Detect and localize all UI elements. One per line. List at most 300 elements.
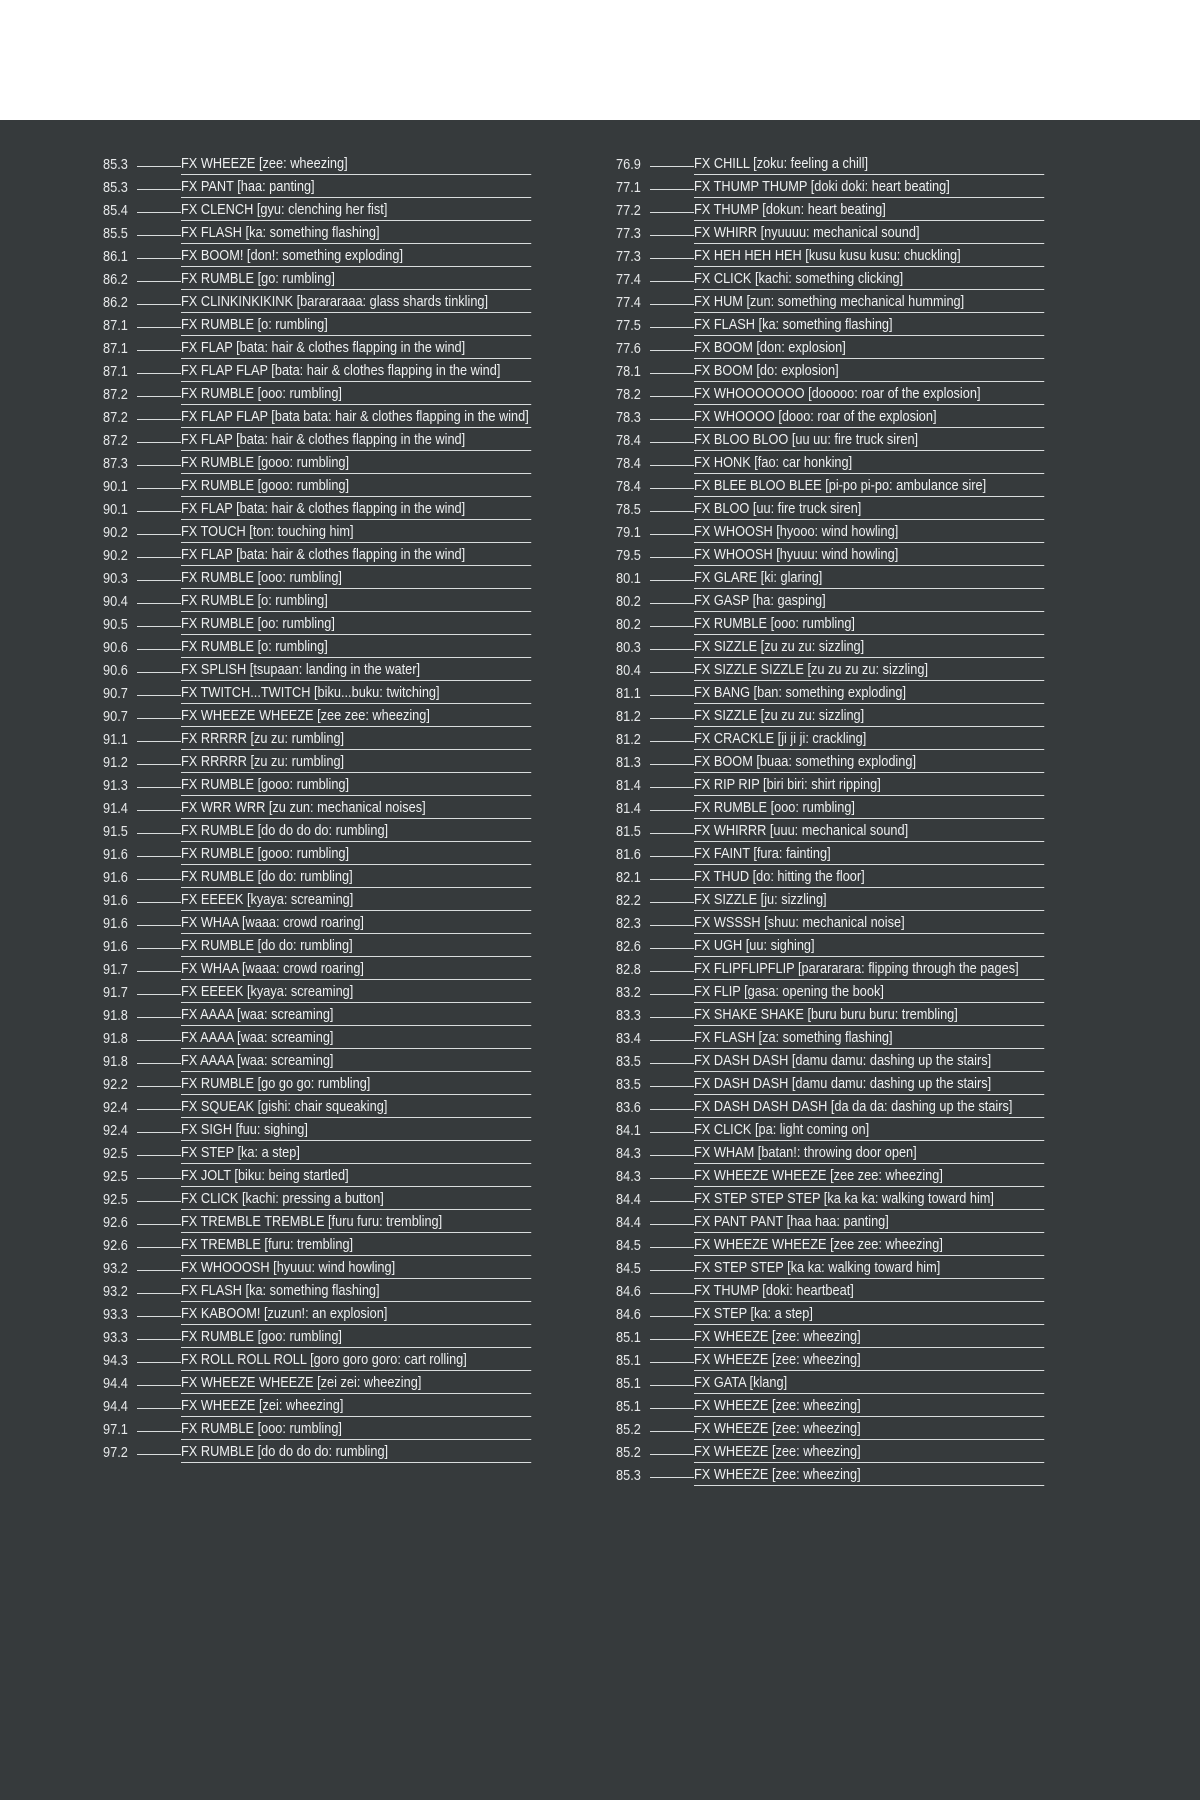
fx-entry (103, 453, 533, 476)
fx-entry (103, 936, 533, 959)
fx-description: FX HEH HEH HEH [kusu kusu kusu: chuckling] (694, 249, 1044, 267)
fx-entry (103, 246, 533, 269)
page-number: 84.3 (616, 1169, 641, 1185)
page-number: 93.2 (103, 1261, 128, 1277)
leader-line (650, 695, 694, 696)
leader-line (137, 1017, 181, 1018)
leader-line (137, 672, 181, 673)
leader-line (650, 1109, 694, 1110)
fx-entry (103, 591, 533, 614)
page-number: 83.3 (616, 1008, 641, 1024)
fx-description: FX RUMBLE [gooo: rumbling] (181, 456, 531, 474)
fx-description: FX TWITCH...TWITCH [biku...buku: twitching] (181, 686, 531, 704)
leader-line (650, 1017, 694, 1018)
page-number: 90.2 (103, 525, 128, 541)
page-number: 77.2 (616, 203, 641, 219)
page-number: 79.5 (616, 548, 641, 564)
fx-description: FX BOOM [don: explosion] (694, 341, 1044, 359)
page-number: 78.3 (616, 410, 641, 426)
leader-line (137, 948, 181, 949)
fx-entry (616, 154, 1046, 177)
page-number: 87.2 (103, 387, 128, 403)
leader-line (137, 718, 181, 719)
leader-line (137, 971, 181, 972)
fx-description: FX CLICK [kachi: something clicking] (694, 272, 1044, 290)
fx-description: FX CLINKINKIKINK [barararaaa: glass shards tinkling] (181, 295, 531, 313)
leader-line (650, 258, 694, 259)
fx-entry (103, 1235, 533, 1258)
leader-line (650, 511, 694, 512)
page-number: 91.8 (103, 1008, 128, 1024)
fx-description: FX PANT [haa: panting] (181, 180, 531, 198)
fx-entry (616, 1465, 1046, 1488)
leader-line (650, 810, 694, 811)
page-number: 81.3 (616, 755, 641, 771)
fx-entry (616, 1120, 1046, 1143)
fx-entry (616, 890, 1046, 913)
leader-line (650, 580, 694, 581)
leader-line (137, 350, 181, 351)
fx-description: FX WHEEZE [zee: wheezing] (694, 1445, 1044, 1463)
fx-description: FX SQUEAK [gishi: chair squeaking] (181, 1100, 531, 1118)
fx-entry (103, 338, 533, 361)
page-number: 90.4 (103, 594, 128, 610)
fx-entry (616, 1258, 1046, 1281)
page-number: 82.3 (616, 916, 641, 932)
fx-description: FX WHEEZE WHEEZE [zee zee: wheezing] (181, 709, 531, 727)
fx-entry (103, 1097, 533, 1120)
page-number: 93.3 (103, 1307, 128, 1323)
page-number: 85.3 (103, 157, 128, 173)
fx-entry (103, 177, 533, 200)
leader-line (137, 603, 181, 604)
fx-entry (616, 683, 1046, 706)
page-number: 80.4 (616, 663, 641, 679)
leader-line (137, 212, 181, 213)
fx-description: FX BANG [ban: something exploding] (694, 686, 1044, 704)
page-number: 85.1 (616, 1399, 641, 1415)
fx-entry (616, 453, 1046, 476)
fx-description: FX BOOM! [don!: something exploding] (181, 249, 531, 267)
fx-entry (103, 729, 533, 752)
fx-entry (616, 246, 1046, 269)
fx-description: FX WHEEZE [zee: wheezing] (694, 1468, 1044, 1486)
fx-entry (103, 959, 533, 982)
fx-description: FX FLASH [za: something flashing] (694, 1031, 1044, 1049)
leader-line (650, 304, 694, 305)
page-number: 84.1 (616, 1123, 641, 1139)
page-number: 90.1 (103, 479, 128, 495)
page-number: 84.6 (616, 1307, 641, 1323)
left-column (103, 154, 533, 1465)
fx-entry (103, 1281, 533, 1304)
leader-line (650, 166, 694, 167)
fx-description: FX WHEEZE [zee: wheezing] (694, 1330, 1044, 1348)
fx-description: FX RRRRR [zu zu: rumbling] (181, 755, 531, 773)
fx-entry (616, 1442, 1046, 1465)
leader-line (137, 1201, 181, 1202)
page-number: 85.5 (103, 226, 128, 242)
fx-entry (616, 292, 1046, 315)
page-number: 92.5 (103, 1146, 128, 1162)
fx-entry (616, 1281, 1046, 1304)
page-number: 91.8 (103, 1031, 128, 1047)
fx-description: FX FLASH [ka: something flashing] (694, 318, 1044, 336)
leader-line (650, 488, 694, 489)
fx-description: FX FLAP [bata: hair & clothes flapping in the wind] (181, 548, 531, 566)
fx-entry (616, 844, 1046, 867)
fx-description: FX RUMBLE [o: rumbling] (181, 640, 531, 658)
fx-description: FX RUMBLE [goo: rumbling] (181, 1330, 531, 1348)
page-number: 77.3 (616, 226, 641, 242)
fx-description: FX WHOOOO [dooo: roar of the explosion] (694, 410, 1044, 428)
page-number: 77.5 (616, 318, 641, 334)
fx-description: FX WHIRRR [uuu: mechanical sound] (694, 824, 1044, 842)
fx-description: FX SIZZLE SIZZLE [zu zu zu zu: sizzling] (694, 663, 1044, 681)
fx-description: FX FAINT [fura: fainting] (694, 847, 1044, 865)
leader-line (650, 1063, 694, 1064)
fx-description: FX THUMP THUMP [doki doki: heart beating] (694, 180, 1044, 198)
page-number: 81.1 (616, 686, 641, 702)
leader-line (137, 557, 181, 558)
page-number: 87.1 (103, 318, 128, 334)
fx-description: FX FLASH [ka: something flashing] (181, 1284, 531, 1302)
fx-description: FX SHAKE SHAKE [buru buru buru: trembling] (694, 1008, 1044, 1026)
fx-entry (616, 1051, 1046, 1074)
leader-line (137, 810, 181, 811)
fx-description: FX FLAP [bata: hair & clothes flapping in the wind] (181, 341, 531, 359)
fx-entry (103, 798, 533, 821)
fx-entry (616, 913, 1046, 936)
page-number: 91.6 (103, 847, 128, 863)
page-number: 76.9 (616, 157, 641, 173)
page-number: 94.4 (103, 1399, 128, 1415)
fx-entry (103, 476, 533, 499)
leader-line (650, 419, 694, 420)
page-number: 85.1 (616, 1376, 641, 1392)
leader-line (650, 672, 694, 673)
fx-entry (103, 1258, 533, 1281)
fx-entry (103, 545, 533, 568)
page-number: 77.4 (616, 272, 641, 288)
fx-description: FX RUMBLE [gooo: rumbling] (181, 479, 531, 497)
page-number: 83.5 (616, 1054, 641, 1070)
page-number: 92.6 (103, 1238, 128, 1254)
fx-entry (103, 1028, 533, 1051)
leader-line (650, 373, 694, 374)
fx-description: FX HONK [fao: car honking] (694, 456, 1044, 474)
fx-entry (103, 1120, 533, 1143)
leader-line (650, 626, 694, 627)
leader-line (650, 534, 694, 535)
sound-effects-page (0, 120, 1200, 1800)
leader-line (650, 1178, 694, 1179)
leader-line (137, 189, 181, 190)
fx-entry (616, 177, 1046, 200)
page-number: 80.3 (616, 640, 641, 656)
page-number: 93.3 (103, 1330, 128, 1346)
fx-description: FX HUM [zun: something mechanical humming] (694, 295, 1044, 313)
leader-line (137, 304, 181, 305)
page-number: 86.2 (103, 295, 128, 311)
leader-line (650, 1201, 694, 1202)
page-number: 91.7 (103, 985, 128, 1001)
leader-line (650, 1086, 694, 1087)
leader-line (137, 1270, 181, 1271)
fx-description: FX CLICK [pa: light coming on] (694, 1123, 1044, 1141)
fx-entry (616, 1028, 1046, 1051)
page-number: 77.4 (616, 295, 641, 311)
fx-entry (616, 200, 1046, 223)
leader-line (650, 948, 694, 949)
fx-entry (103, 522, 533, 545)
page-number: 92.2 (103, 1077, 128, 1093)
leader-line (137, 465, 181, 466)
leader-line (137, 741, 181, 742)
fx-entry (616, 1327, 1046, 1350)
fx-description: FX RUMBLE [do do do do: rumbling] (181, 824, 531, 842)
leader-line (650, 1270, 694, 1271)
leader-line (650, 741, 694, 742)
fx-description: FX WHEEZE [zee: wheezing] (181, 157, 531, 175)
fx-description: FX CLICK [kachi: pressing a button] (181, 1192, 531, 1210)
page-number: 92.5 (103, 1192, 128, 1208)
fx-entry (616, 568, 1046, 591)
leader-line (137, 1247, 181, 1248)
fx-description: FX RUMBLE [ooo: rumbling] (694, 801, 1044, 819)
leader-line (137, 281, 181, 282)
page-number: 90.1 (103, 502, 128, 518)
page-number: 77.1 (616, 180, 641, 196)
page-number: 90.7 (103, 686, 128, 702)
top-margin (0, 0, 1200, 120)
fx-description: FX STEP [ka: a step] (181, 1146, 531, 1164)
page-number: 91.6 (103, 870, 128, 886)
fx-description: FX EEEEK [kyaya: screaming] (181, 893, 531, 911)
leader-line (650, 1385, 694, 1386)
fx-description: FX STEP STEP STEP [ka ka ka: walking toward him] (694, 1192, 1044, 1210)
leader-line (650, 649, 694, 650)
page-number: 85.4 (103, 203, 128, 219)
page-number: 85.2 (616, 1422, 641, 1438)
fx-description: FX WSSSH [shuu: mechanical noise] (694, 916, 1044, 934)
page-number: 81.2 (616, 732, 641, 748)
page-number: 80.2 (616, 594, 641, 610)
fx-description: FX SIZZLE [zu zu zu: sizzling] (694, 709, 1044, 727)
leader-line (650, 603, 694, 604)
page-number: 83.4 (616, 1031, 641, 1047)
fx-entry (103, 361, 533, 384)
fx-description: FX BLOO BLOO [uu uu: fire truck siren] (694, 433, 1044, 451)
fx-entry (616, 1373, 1046, 1396)
fx-description: FX BLEE BLOO BLEE [pi-po pi-po: ambulance sire] (694, 479, 1044, 497)
fx-description: FX WHEEZE [zee: wheezing] (694, 1422, 1044, 1440)
fx-description: FX DASH DASH [damu damu: dashing up the stairs] (694, 1077, 1044, 1095)
fx-description: FX SIZZLE [zu zu zu: sizzling] (694, 640, 1044, 658)
fx-description: FX RUMBLE [go: rumbling] (181, 272, 531, 290)
fx-entry (616, 315, 1046, 338)
fx-entry (616, 1350, 1046, 1373)
leader-line (137, 235, 181, 236)
fx-entry (103, 1350, 533, 1373)
page-number: 91.6 (103, 939, 128, 955)
fx-entry (103, 499, 533, 522)
page-number: 92.5 (103, 1169, 128, 1185)
fx-entry (103, 1304, 533, 1327)
fx-description: FX EEEEK [kyaya: screaming] (181, 985, 531, 1003)
fx-entry (103, 683, 533, 706)
page-number: 79.1 (616, 525, 641, 541)
page-number: 92.4 (103, 1100, 128, 1116)
leader-line (650, 994, 694, 995)
leader-line (137, 1063, 181, 1064)
page-number: 81.4 (616, 778, 641, 794)
fx-description: FX WHOOOOOOO [dooooo: roar of the explosion] (694, 387, 1044, 405)
fx-description: FX GASP [ha: gasping] (694, 594, 1044, 612)
fx-description: FX ROLL ROLL ROLL [goro goro goro: cart rolling] (181, 1353, 531, 1371)
fx-entry (103, 706, 533, 729)
page-number: 87.2 (103, 410, 128, 426)
page-number: 81.5 (616, 824, 641, 840)
leader-line (650, 1040, 694, 1041)
page-number: 85.2 (616, 1445, 641, 1461)
page-number: 90.7 (103, 709, 128, 725)
fx-entry (616, 1396, 1046, 1419)
page-number: 78.4 (616, 479, 641, 495)
fx-description: FX RUMBLE [o: rumbling] (181, 594, 531, 612)
fx-entry (616, 1166, 1046, 1189)
leader-line (137, 1408, 181, 1409)
page-number: 85.3 (103, 180, 128, 196)
leader-line (137, 856, 181, 857)
fx-entry (103, 752, 533, 775)
fx-entry (103, 223, 533, 246)
fx-entry (616, 798, 1046, 821)
fx-description: FX WHEEZE [zee: wheezing] (694, 1353, 1044, 1371)
leader-line (137, 902, 181, 903)
fx-description: FX TREMBLE TREMBLE [furu furu: trembling] (181, 1215, 531, 1233)
page-number: 80.2 (616, 617, 641, 633)
page-number: 91.8 (103, 1054, 128, 1070)
leader-line (650, 212, 694, 213)
fx-description: FX THUMP [doki: heartbeat] (694, 1284, 1044, 1302)
leader-line (137, 396, 181, 397)
page-number: 82.8 (616, 962, 641, 978)
leader-line (137, 1454, 181, 1455)
leader-line (650, 925, 694, 926)
leader-line (650, 557, 694, 558)
leader-line (650, 396, 694, 397)
leader-line (137, 1086, 181, 1087)
fx-entry (616, 407, 1046, 430)
page-number: 82.2 (616, 893, 641, 909)
fx-entry (616, 1097, 1046, 1120)
page-number: 87.2 (103, 433, 128, 449)
fx-description: FX AAAA [waa: screaming] (181, 1008, 531, 1026)
fx-entry (103, 384, 533, 407)
fx-entry (103, 1051, 533, 1074)
page-number: 87.3 (103, 456, 128, 472)
page-number: 84.6 (616, 1284, 641, 1300)
fx-entry (103, 407, 533, 430)
fx-entry (103, 614, 533, 637)
fx-entry (616, 499, 1046, 522)
leader-line (137, 1431, 181, 1432)
fx-entry (616, 775, 1046, 798)
page-number: 85.1 (616, 1353, 641, 1369)
fx-entry (616, 1419, 1046, 1442)
fx-description: FX FLIP [gasa: opening the book] (694, 985, 1044, 1003)
fx-description: FX BLOO [uu: fire truck siren] (694, 502, 1044, 520)
page-number: 97.1 (103, 1422, 128, 1438)
fx-entry (103, 154, 533, 177)
fx-description: FX SPLISH [tsupaan: landing in the water] (181, 663, 531, 681)
fx-description: FX WHIRR [nyuuuu: mechanical sound] (694, 226, 1044, 244)
page-number: 90.6 (103, 640, 128, 656)
page-number: 94.3 (103, 1353, 128, 1369)
fx-entry (616, 269, 1046, 292)
page-number: 91.1 (103, 732, 128, 748)
fx-description: FX FLAP [bata: hair & clothes flapping in the wind] (181, 502, 531, 520)
leader-line (137, 327, 181, 328)
fx-entry (616, 591, 1046, 614)
page-number: 87.1 (103, 364, 128, 380)
page-number: 86.2 (103, 272, 128, 288)
fx-entry (616, 384, 1046, 407)
leader-line (650, 1431, 694, 1432)
fx-entry (103, 1442, 533, 1465)
fx-description: FX WHOOSH [hyuuu: wind howling] (694, 548, 1044, 566)
fx-entry (103, 890, 533, 913)
leader-line (137, 879, 181, 880)
leader-line (137, 1293, 181, 1294)
fx-entry (103, 660, 533, 683)
fx-entry (616, 1074, 1046, 1097)
fx-description: FX RUMBLE [ooo: rumbling] (181, 571, 531, 589)
page-number: 78.2 (616, 387, 641, 403)
fx-description: FX SIZZLE [ju: sizzling] (694, 893, 1044, 911)
page-number: 82.1 (616, 870, 641, 886)
page-number: 86.1 (103, 249, 128, 265)
fx-entry (616, 361, 1046, 384)
fx-description: FX RUMBLE [gooo: rumbling] (181, 847, 531, 865)
fx-entry (616, 1304, 1046, 1327)
fx-description: FX FLIPFLIPFLIP [parararara: flipping through the pages] (694, 962, 1044, 980)
fx-description: FX WHAA [waaa: crowd roaring] (181, 962, 531, 980)
fx-entry (103, 1212, 533, 1235)
fx-entry (103, 844, 533, 867)
leader-line (650, 764, 694, 765)
page-number: 84.5 (616, 1261, 641, 1277)
leader-line (137, 994, 181, 995)
fx-description: FX BOOM [do: explosion] (694, 364, 1044, 382)
fx-entry (103, 568, 533, 591)
leader-line (650, 189, 694, 190)
fx-description: FX FLASH [ka: something flashing] (181, 226, 531, 244)
page-number: 84.5 (616, 1238, 641, 1254)
leader-line (650, 971, 694, 972)
page-number: 91.7 (103, 962, 128, 978)
page-number: 90.2 (103, 548, 128, 564)
leader-line (650, 856, 694, 857)
leader-line (650, 1224, 694, 1225)
page-number: 81.4 (616, 801, 641, 817)
page-number: 81.2 (616, 709, 641, 725)
fx-description: FX KABOOM! [zuzun!: an explosion] (181, 1307, 531, 1325)
fx-entry (103, 1419, 533, 1442)
fx-description: FX WHAM [batan!: throwing door open] (694, 1146, 1044, 1164)
page-number: 90.5 (103, 617, 128, 633)
